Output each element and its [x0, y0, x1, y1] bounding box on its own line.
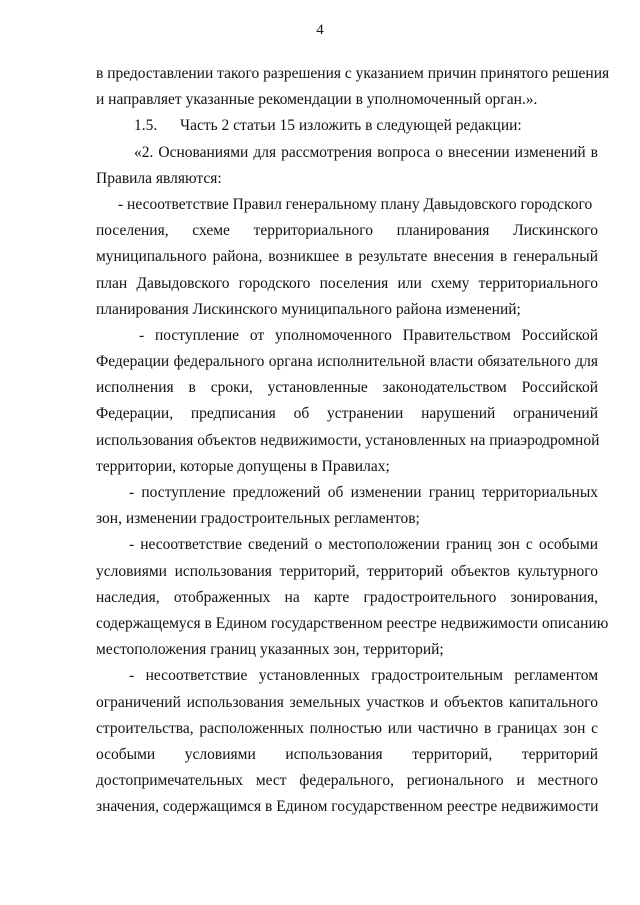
text-line: - несоответствие установленных градостроительным регламентом [129, 667, 598, 685]
item-number: 1.5. [134, 117, 158, 135]
text-line: - несоответствие Правил генеральному плану Давыдовского городского [118, 195, 593, 213]
text-line: условиями использования территорий, территорий объектов культурного [96, 562, 598, 580]
text-line: план Давыдовского городского поселения или схему территориального [96, 274, 598, 292]
item-1-5 [96, 113, 598, 139]
text-line: - поступление от уполномоченного Правительством Российской [139, 326, 598, 344]
text-line: - несоответствие сведений о местоположении границ зон с особыми [129, 536, 598, 554]
text-line: ограничений использования земельных участков и объектов капитального [96, 693, 598, 711]
text-line: исполнения в сроки, установленные законодательством Российской [96, 379, 598, 397]
text-line: поселения, схеме территориального планирования Лискинского [96, 222, 598, 240]
page-number: 4 [316, 22, 324, 38]
text-line: содержащемуся в Едином государственном реестре недвижимости описанию [96, 614, 609, 632]
text-line: в предоставлении такого разрешения с указанием причин принятого решения [96, 65, 610, 82]
document-body [96, 61, 610, 820]
text-line: - поступление предложений об изменении границ территориальных [129, 484, 598, 501]
item-text: Часть 2 статьи 15 изложить в следующей редакции: [180, 117, 522, 135]
text-line: «2. Основаниями для рассмотрения вопроса о внесении изменений в [134, 143, 598, 161]
text-line: Правила являются: [96, 169, 222, 187]
text-line: планирования Лискинского муниципального района изменений; [96, 300, 521, 318]
text-line: территории, которые допущены в Правилах; [96, 457, 390, 475]
text-line: строительства, расположенных полностью или частично в границах зон с [96, 719, 598, 737]
text-line: использования объектов недвижимости, установленных на приаэродромной [96, 431, 600, 449]
text-line: достопримечательных мест федерального, регионального и местного [96, 772, 598, 790]
text-line: Федерации, предписания об устранении нарушений ограничений [96, 405, 598, 423]
text-line: муниципального района, возникшее в результате внесения в генеральный [96, 248, 598, 266]
text-line: особыми условиями использования территорий, территорий [96, 745, 598, 763]
text-line: значения, содержащимся в Едином государственном реестре недвижимости [96, 798, 599, 816]
text-line: зон, изменении градостроительных регламентов; [96, 510, 420, 528]
text-line: Федерации федерального органа исполнительной власти обязательного для [96, 353, 598, 371]
text-line: наследия, отображенных на карте градостроительного зонирования, [96, 588, 598, 606]
text-line: местоположения границ указанных зон, территорий; [96, 641, 444, 659]
text-line: и направляет указанные рекомендации в уполномоченный орган.». [96, 91, 538, 109]
